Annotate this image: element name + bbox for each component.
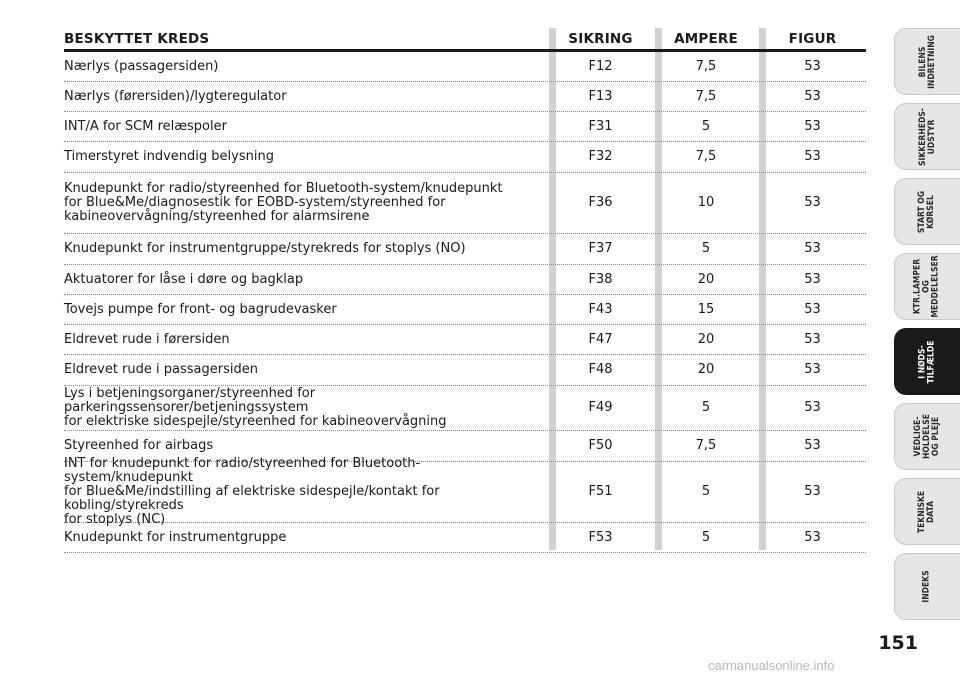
table-row bbox=[64, 234, 866, 265]
row-fuse: F12 bbox=[588, 58, 613, 74]
tab-label: VEDLIGE- HOLDELSE OG PLEJE bbox=[912, 414, 941, 459]
row-circuit: Knudepunkt for instrumentgruppe bbox=[64, 529, 287, 545]
table-row bbox=[64, 112, 866, 142]
row-amperage: 10 bbox=[697, 195, 715, 210]
row-figure: 53 bbox=[804, 195, 821, 210]
tab-6[interactable] bbox=[894, 478, 960, 545]
table-row bbox=[64, 173, 866, 234]
table-row bbox=[64, 325, 866, 355]
row-circuit: Nærlys (passagersiden) bbox=[64, 58, 219, 74]
row-fuse: F43 bbox=[588, 301, 613, 317]
row-figure: 53 bbox=[804, 301, 821, 317]
tab-7[interactable] bbox=[894, 553, 960, 620]
row-fuse: F38 bbox=[588, 271, 613, 287]
row-amperage: 7,5 bbox=[695, 438, 717, 453]
header-figure: FIGUR bbox=[788, 30, 837, 47]
row-amperage: 5 bbox=[701, 400, 711, 415]
table-row bbox=[64, 355, 866, 386]
table-header bbox=[64, 28, 866, 52]
row-figure: 53 bbox=[804, 362, 821, 377]
page-number: 151 bbox=[878, 632, 918, 654]
header-fuse: SIKRING bbox=[568, 30, 633, 47]
row-amperage: 20 bbox=[697, 271, 715, 287]
header-circuit: BESKYTTET KREDS bbox=[64, 30, 210, 47]
header-amperage: AMPERE bbox=[674, 30, 738, 47]
row-fuse: F48 bbox=[588, 362, 613, 377]
row-circuit: Knudepunkt for radio/styreenhed for Bluetooth-system/knudepunkt for Blue&Me/diagnosestik for EOBD-system/styreenhed for kabineovervågning/styreenhed for alarmsirene bbox=[64, 181, 503, 224]
row-figure: 53 bbox=[804, 400, 821, 415]
tab-label: START OG KØRSEL bbox=[917, 190, 937, 233]
row-fuse: F13 bbox=[588, 88, 613, 104]
tab-4[interactable] bbox=[894, 328, 960, 395]
table-row bbox=[64, 265, 866, 295]
row-circuit: Lys i betjeningsorganer/styreenhed for parkeringssensorer/betjeningssystem for elektriske sidespejle/styreenhed for kabineovervågning bbox=[64, 386, 447, 429]
table-row bbox=[64, 295, 866, 325]
table-row bbox=[64, 142, 866, 173]
row-amperage: 7,5 bbox=[695, 149, 717, 164]
row-fuse: F50 bbox=[588, 438, 613, 453]
row-amperage: 20 bbox=[697, 331, 715, 347]
row-circuit: Aktuatorer for låse i døre og bagklap bbox=[64, 271, 304, 287]
row-figure: 53 bbox=[804, 331, 821, 347]
tab-3[interactable] bbox=[894, 253, 960, 320]
table-row bbox=[64, 82, 866, 112]
row-figure: 53 bbox=[804, 149, 821, 164]
row-fuse: F31 bbox=[588, 118, 613, 134]
row-figure: 53 bbox=[804, 484, 821, 499]
tab-5[interactable] bbox=[894, 403, 960, 470]
row-fuse: F51 bbox=[588, 484, 613, 499]
row-circuit: Eldrevet rude i passagersiden bbox=[64, 362, 258, 377]
row-circuit: Knudepunkt for instrumentgruppe/styrekreds for stoplys (NO) bbox=[64, 241, 466, 256]
tab-label: TEKNISKE DATA bbox=[917, 490, 937, 533]
tab-label: I NØDS- TILFÆLDE bbox=[917, 340, 937, 383]
tab-2[interactable] bbox=[894, 178, 960, 245]
fuse-table bbox=[64, 28, 866, 553]
row-circuit: INT/A for SCM relæspoler bbox=[64, 118, 227, 134]
tab-label: INDEKS bbox=[921, 570, 932, 603]
row-fuse: F47 bbox=[588, 331, 613, 347]
row-amperage: 7,5 bbox=[695, 88, 717, 104]
row-figure: 53 bbox=[804, 58, 821, 74]
row-fuse: F32 bbox=[588, 149, 613, 164]
tab-0[interactable] bbox=[894, 28, 960, 95]
row-figure: 53 bbox=[804, 529, 821, 545]
row-circuit: Tovejs pumpe for front- og bagrudevasker bbox=[64, 301, 337, 317]
table-row bbox=[64, 52, 866, 82]
row-circuit: Timerstyret indvendig belysning bbox=[64, 149, 274, 164]
watermark: carmanualsonline.info bbox=[708, 658, 835, 673]
table-row bbox=[64, 456, 866, 527]
row-amperage: 15 bbox=[697, 301, 715, 317]
row-figure: 53 bbox=[804, 88, 821, 104]
row-figure: 53 bbox=[804, 241, 821, 256]
row-fuse: F53 bbox=[588, 529, 613, 545]
row-fuse: F37 bbox=[588, 241, 613, 256]
row-amperage: 5 bbox=[701, 241, 711, 256]
row-circuit: INT for knudepunkt for radio/styreenhed for Bluetooth-system/knudepunkt for Blue&Me/indstilling af elektriske sidespejle/kontakt for kobling/styrekreds for stoplys (NC) bbox=[64, 456, 440, 527]
row-amperage: 5 bbox=[701, 118, 711, 134]
tab-label: BILENS INDRETNING bbox=[917, 34, 937, 89]
row-fuse: F49 bbox=[588, 400, 613, 415]
row-figure: 53 bbox=[804, 118, 821, 134]
row-circuit: Styreenhed for airbags bbox=[64, 438, 214, 453]
tab-label: KTR.LAMPER OG MEDDELELSER bbox=[912, 255, 941, 318]
table-row bbox=[64, 386, 866, 431]
row-amperage: 20 bbox=[697, 362, 715, 377]
tab-label: SIKKERHEDS- UDSTYR bbox=[917, 107, 937, 166]
table-body bbox=[64, 52, 866, 553]
row-figure: 53 bbox=[804, 271, 821, 287]
row-fuse: F36 bbox=[588, 195, 613, 210]
row-amperage: 5 bbox=[701, 529, 711, 545]
row-circuit: Eldrevet rude i førersiden bbox=[64, 331, 230, 347]
row-figure: 53 bbox=[804, 438, 821, 453]
tab-1[interactable] bbox=[894, 103, 960, 170]
row-amperage: 5 bbox=[701, 484, 711, 499]
row-circuit: Nærlys (førersiden)/lygteregulator bbox=[64, 88, 287, 104]
table-row bbox=[64, 523, 866, 553]
row-amperage: 7,5 bbox=[695, 58, 717, 74]
